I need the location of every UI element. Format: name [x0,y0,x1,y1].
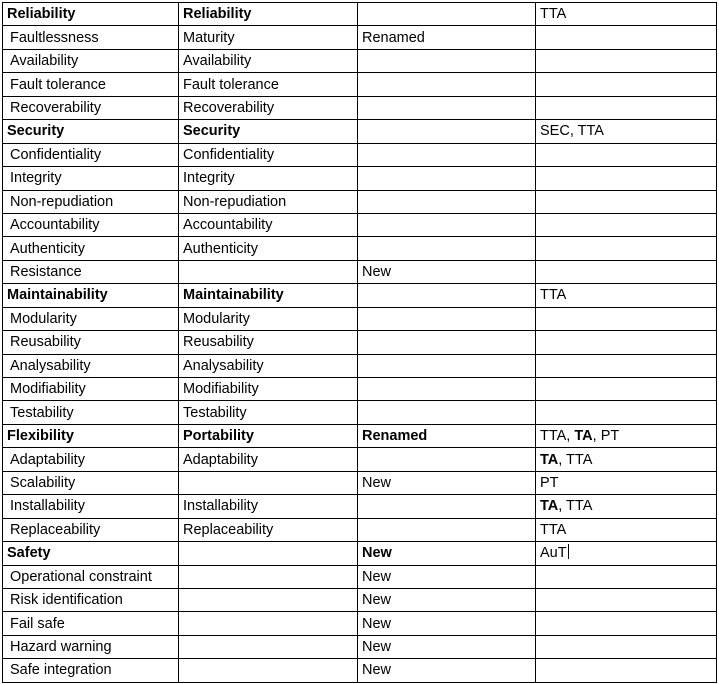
new-name-cell: Reusability [3,331,179,354]
new-name-cell: Scalability [3,471,179,494]
source-cell [536,49,717,72]
source-cell [536,588,717,611]
old-name-cell: Adaptability [179,448,358,471]
subcharacteristic-row [3,213,717,236]
source-cell [536,307,717,330]
source-cell [536,401,717,424]
source-cell [536,260,717,283]
new-name-cell: Non-repudiation [3,190,179,213]
old-name-cell: Testability [179,401,358,424]
source-cell [536,659,717,682]
old-name-cell: Replaceability [179,518,358,541]
change-cell [358,307,536,330]
new-name-cell: Fail safe [3,612,179,635]
new-name-cell: Security [3,120,179,143]
change-cell: New [358,471,536,494]
subcharacteristic-row [3,307,717,330]
source-text: , TTA [558,451,593,468]
subcharacteristic-row [3,378,717,401]
change-cell: New [358,260,536,283]
source-text: TTA, [540,428,575,445]
old-name-cell: Availability [179,49,358,72]
source-cell [536,331,717,354]
new-name-cell: Resistance [3,260,179,283]
new-name-cell: Operational constraint [3,565,179,588]
new-name-cell: Replaceability [3,518,179,541]
change-cell: New [358,612,536,635]
change-cell [358,518,536,541]
source-cell [536,284,717,307]
source-cell [536,518,717,541]
change-cell [358,120,536,143]
source-text: PT [540,474,559,491]
old-name-cell [179,588,358,611]
change-cell [358,143,536,166]
new-name-cell: Recoverability [3,96,179,119]
old-name-cell: Fault tolerance [179,73,358,96]
change-cell [358,284,536,307]
old-name-cell: Analysability [179,354,358,377]
source-text: TTA [540,287,567,304]
subcharacteristic-row [3,73,717,96]
subcharacteristic-row [3,331,717,354]
new-name-cell: Risk identification [3,588,179,611]
old-name-cell: Installability [179,495,358,518]
new-name-cell: Hazard warning [3,635,179,658]
subcharacteristic-row [3,612,717,635]
subcharacteristic-row [3,260,717,283]
category-row [3,424,717,447]
change-cell: Renamed [358,26,536,49]
source-text: TTA [540,6,567,23]
old-name-cell [179,542,358,565]
source-text: SEC, TTA [540,123,604,140]
change-cell [358,213,536,236]
change-cell [358,237,536,260]
change-cell [358,448,536,471]
old-name-cell: Reusability [179,331,358,354]
source-text: , TTA [558,498,593,515]
change-cell [358,401,536,424]
category-row [3,3,717,26]
new-name-cell: Adaptability [3,448,179,471]
source-cell [536,167,717,190]
old-name-cell: Non-repudiation [179,190,358,213]
source-cell [536,237,717,260]
new-name-cell: Installability [3,495,179,518]
subcharacteristic-row [3,96,717,119]
text-cursor [568,544,569,559]
old-name-cell: Security [179,120,358,143]
change-cell [358,73,536,96]
subcharacteristic-row [3,49,717,72]
old-name-cell: Modifiability [179,378,358,401]
old-name-cell: Accountability [179,213,358,236]
source-text: TTA [540,521,567,538]
change-cell: New [358,635,536,658]
category-row [3,120,717,143]
old-name-cell: Maintainability [179,284,358,307]
subcharacteristic-row [3,401,717,424]
old-name-cell: Reliability [179,3,358,26]
category-row [3,542,717,565]
old-name-cell [179,659,358,682]
change-cell: Renamed [358,424,536,447]
source-cell [536,635,717,658]
change-cell: New [358,565,536,588]
old-name-cell: Authenticity [179,237,358,260]
source-cell [536,26,717,49]
old-name-cell: Confidentiality [179,143,358,166]
source-cell [536,354,717,377]
old-name-cell [179,565,358,588]
new-name-cell: Fault tolerance [3,73,179,96]
source-cell [536,565,717,588]
subcharacteristic-row [3,471,717,494]
subcharacteristic-row [3,659,717,682]
change-cell: New [358,542,536,565]
subcharacteristic-row [3,237,717,260]
change-cell [358,331,536,354]
source-text: , PT [592,428,620,445]
subcharacteristic-row [3,448,717,471]
source-cell [536,471,717,494]
source-cell [536,143,717,166]
category-row [3,284,717,307]
new-name-cell: Modifiability [3,378,179,401]
source-text-bold: TA [540,498,559,515]
change-cell [358,49,536,72]
new-name-cell: Reliability [3,3,179,26]
new-name-cell: Testability [3,401,179,424]
subcharacteristic-row [3,495,717,518]
source-cell [536,120,717,143]
subcharacteristic-row [3,518,717,541]
change-cell [358,354,536,377]
change-cell [358,96,536,119]
subcharacteristic-row [3,565,717,588]
old-name-cell [179,635,358,658]
source-cell [536,73,717,96]
quality-characteristics-table [2,2,717,683]
new-name-cell: Safety [3,542,179,565]
subcharacteristic-row [3,26,717,49]
new-name-cell: Accountability [3,213,179,236]
change-cell [358,378,536,401]
change-cell [358,167,536,190]
old-name-cell: Recoverability [179,96,358,119]
old-name-cell: Portability [179,424,358,447]
new-name-cell: Authenticity [3,237,179,260]
change-cell: New [358,659,536,682]
source-text-bold: TA [574,428,593,445]
old-name-cell [179,612,358,635]
subcharacteristic-row [3,588,717,611]
new-name-cell: Faultlessness [3,26,179,49]
new-name-cell: Flexibility [3,424,179,447]
source-cell [536,448,717,471]
new-name-cell: Integrity [3,167,179,190]
new-name-cell: Analysability [3,354,179,377]
subcharacteristic-row [3,190,717,213]
source-cell [536,190,717,213]
old-name-cell [179,260,358,283]
subcharacteristic-row [3,635,717,658]
source-text-bold: TA [540,451,559,468]
old-name-cell: Maturity [179,26,358,49]
change-cell [358,495,536,518]
new-name-cell: Confidentiality [3,143,179,166]
change-cell [358,3,536,26]
subcharacteristic-row [3,143,717,166]
source-cell [536,96,717,119]
old-name-cell: Integrity [179,167,358,190]
source-text: AuT [540,545,567,562]
source-cell [536,378,717,401]
source-cell [536,612,717,635]
new-name-cell: Safe integration [3,659,179,682]
old-name-cell: Modularity [179,307,358,330]
change-cell [358,190,536,213]
change-cell: New [358,588,536,611]
new-name-cell: Maintainability [3,284,179,307]
new-name-cell: Availability [3,49,179,72]
source-cell [536,213,717,236]
source-cell [536,542,717,565]
table-body [3,3,717,683]
source-cell [536,3,717,26]
source-cell [536,495,717,518]
subcharacteristic-row [3,167,717,190]
subcharacteristic-row [3,354,717,377]
new-name-cell: Modularity [3,307,179,330]
source-cell [536,424,717,447]
old-name-cell [179,471,358,494]
